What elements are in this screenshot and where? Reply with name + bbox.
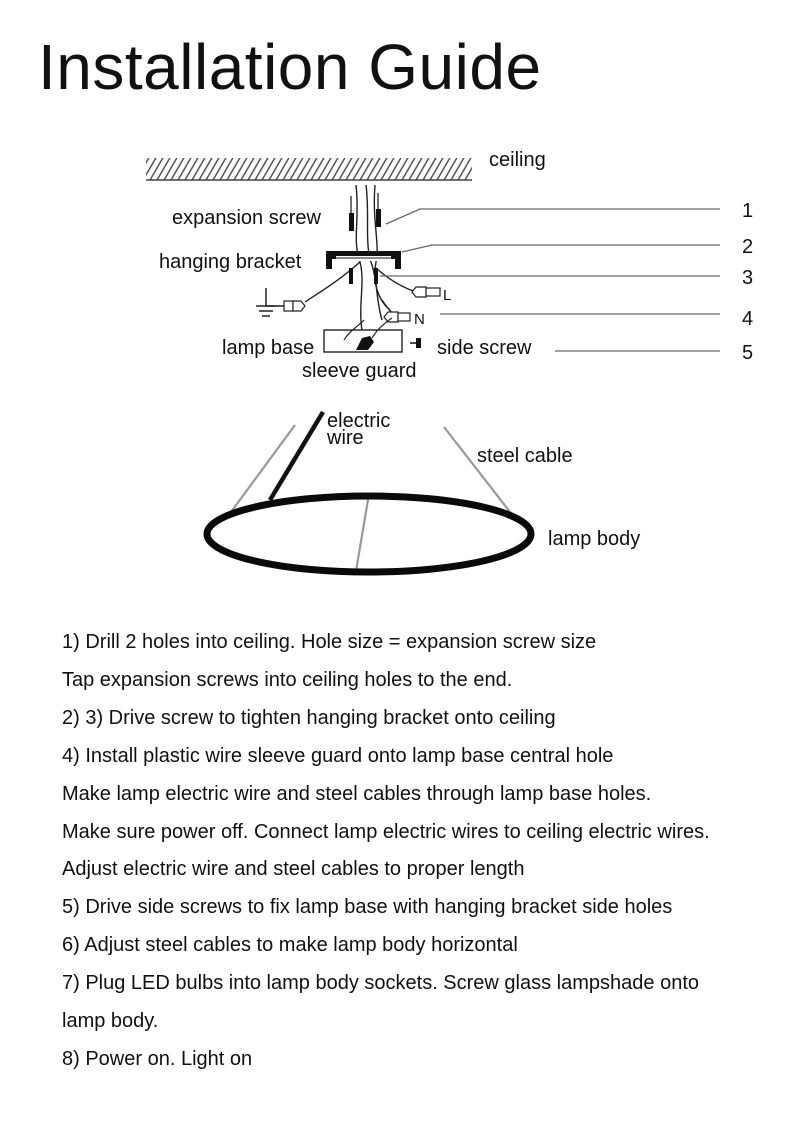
label-hanging-bracket: hanging bracket bbox=[159, 251, 302, 273]
l-connector-icon bbox=[412, 287, 440, 297]
instruction-line: 2) 3) Drive screw to tighten hanging bracket onto ceiling bbox=[62, 706, 556, 729]
instruction-line: 5) Drive side screws to fix lamp base with hanging bracket side holes bbox=[62, 896, 673, 919]
instruction-line: Adjust electric wire and steel cables to proper length bbox=[62, 858, 525, 881]
label-steel-cable: steel cable bbox=[477, 445, 573, 467]
callout-numbers bbox=[742, 200, 753, 364]
lamp-base-icon bbox=[324, 318, 402, 352]
ceiling-hatch bbox=[146, 158, 472, 180]
label-wire-n: N bbox=[414, 311, 425, 328]
instruction-line: 7) Plug LED bulbs into lamp body sockets. Screw glass lampshade onto bbox=[62, 972, 700, 995]
label-ceiling: ceiling bbox=[489, 149, 546, 171]
instruction-line: lamp body. bbox=[62, 1010, 159, 1033]
callout-lines bbox=[380, 209, 720, 351]
label-wire: wire bbox=[327, 427, 364, 449]
instruction-line: 1) Drill 2 holes into ceiling. Hole size = expansion screw size bbox=[62, 631, 597, 653]
callout-number: 2 bbox=[742, 236, 754, 258]
ground-connector-icon bbox=[284, 301, 305, 311]
lamp-body-ring bbox=[207, 496, 531, 572]
callout-number: 4 bbox=[742, 308, 754, 330]
label-lamp-base: lamp base bbox=[222, 337, 315, 359]
label-wire-l: L bbox=[443, 287, 452, 304]
instruction-steps bbox=[62, 624, 782, 1079]
instruction-line: Make lamp electric wire and steel cables through lamp base holes. bbox=[62, 782, 652, 805]
hanging-bracket-icon bbox=[326, 251, 401, 269]
page-title: Installation Guide bbox=[38, 31, 542, 103]
side-screw-icon bbox=[410, 338, 421, 348]
instruction-line: Make sure power off. Connect lamp electric wires to ceiling electric wires. bbox=[62, 820, 710, 843]
label-sleeve-guard: sleeve guard bbox=[302, 360, 417, 382]
callout-number: 3 bbox=[742, 267, 754, 289]
callout-number: 5 bbox=[742, 342, 754, 364]
label-lamp-body: lamp body bbox=[548, 528, 641, 550]
electric-wire-line bbox=[270, 412, 323, 500]
expansion-screw-icon bbox=[349, 193, 381, 231]
instruction-line: Tap expansion screws into ceiling holes to the end. bbox=[62, 668, 513, 691]
installation-diagram bbox=[0, 120, 800, 600]
label-side-screw: side screw bbox=[437, 337, 532, 359]
instruction-line: 8) Power on. Light on bbox=[62, 1047, 253, 1070]
instruction-line: 4) Install plastic wire sleeve guard onto lamp base central hole bbox=[62, 744, 614, 767]
instruction-line: 6) Adjust steel cables to make lamp body horizontal bbox=[62, 934, 518, 957]
label-electric: electric bbox=[327, 410, 391, 432]
callout-number: 1 bbox=[742, 200, 754, 222]
label-expansion-screw: expansion screw bbox=[172, 207, 321, 229]
ground-icon bbox=[256, 288, 284, 316]
